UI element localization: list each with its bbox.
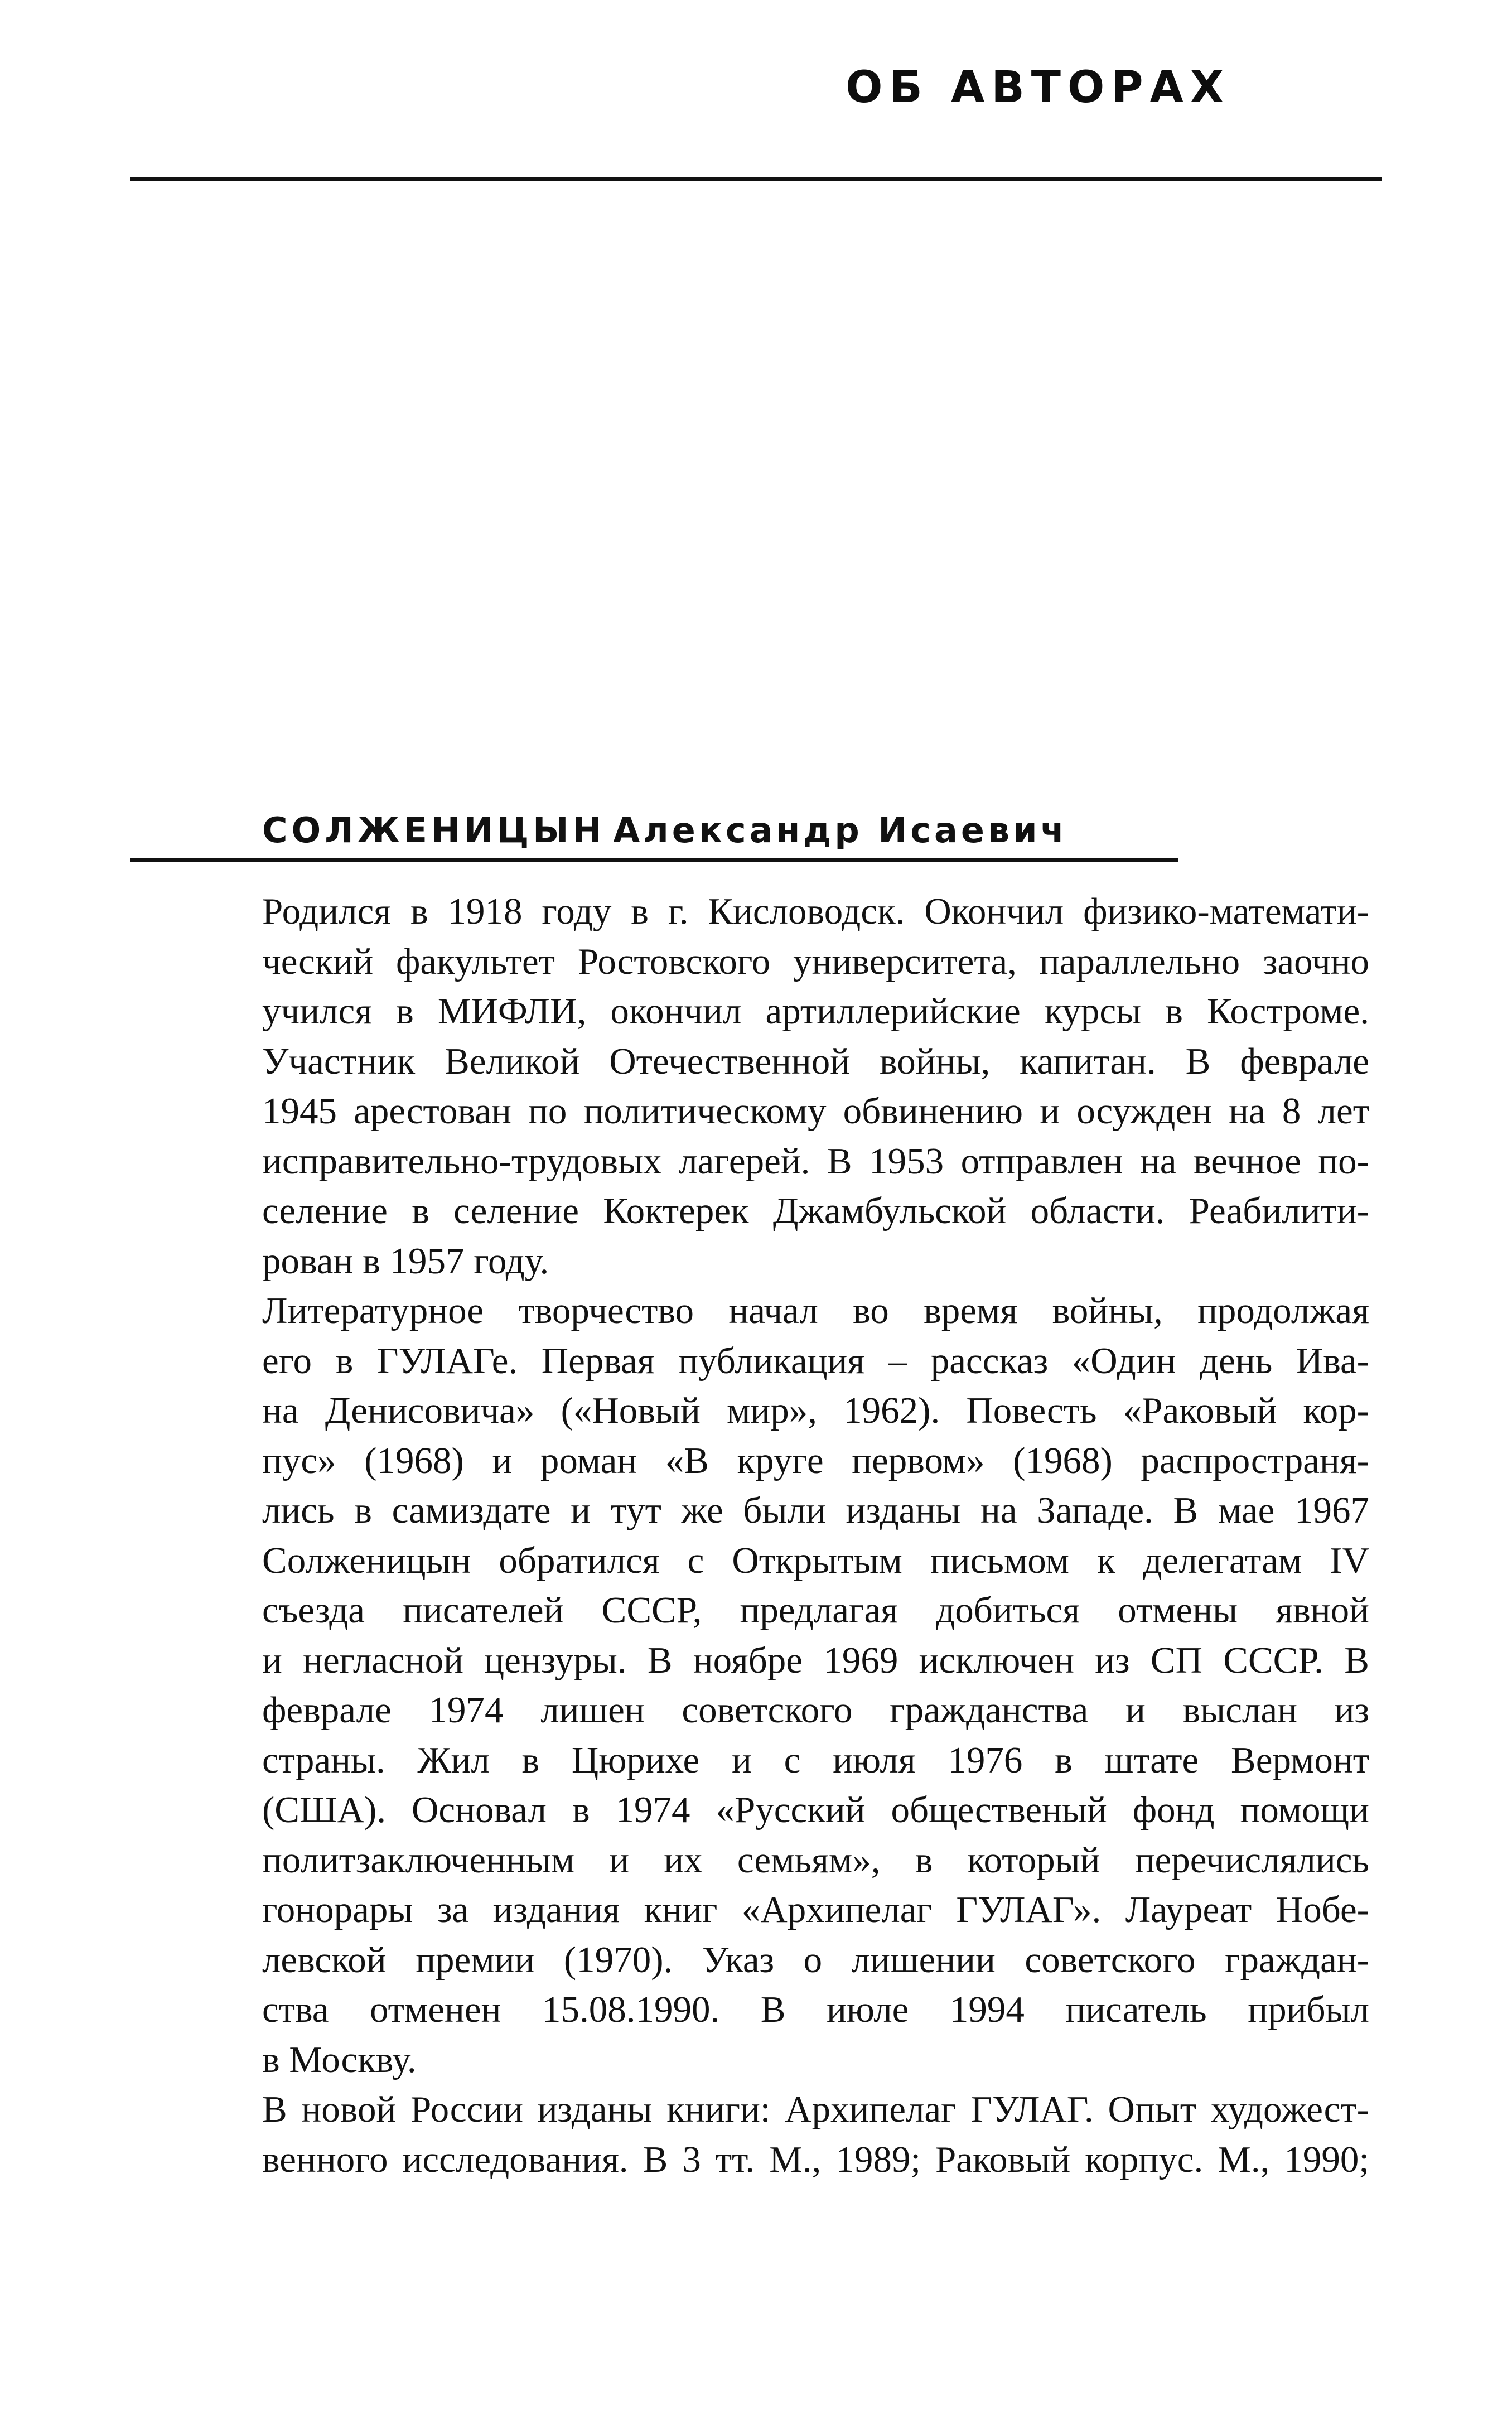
biography-line: Участник Великой Отечественной войны, капитан. В феврале <box>262 1040 1369 1082</box>
biography-line: ства отменен 15.08.1990. В июле 1994 писатель прибыл <box>262 1989 1369 2030</box>
biography-text <box>262 887 1369 2185</box>
biography-line: феврале 1974 лишен советского гражданства и выслан из <box>262 1689 1369 1731</box>
biography-line: съезда писателей СССР, предлагая добиться отмены явной <box>262 1590 1369 1631</box>
biography-line: ческий факультет Ростовского университета, параллельно заочно <box>262 940 1369 982</box>
biography-line: (США). Основал в 1974 «Русский общественый фонд помощи <box>262 1789 1369 1831</box>
biography-line: исправительно-трудовых лагерей. В 1953 отправлен на вечное по- <box>262 1140 1369 1182</box>
biography-line: венного исследования. В 3 тт. М., 1989; Раковый корпус. М., 1990; <box>262 2138 1369 2180</box>
biography-line: в Москву. <box>262 2039 417 2080</box>
biography-line: Солженицын обратился с Открытым письмом к делегатам IV <box>262 1539 1369 1581</box>
running-head: ОБ АВТОРАХ <box>846 62 1230 113</box>
biography-line: на Денисовича» («Новый мир», 1962). Повесть «Раковый кор- <box>262 1390 1369 1431</box>
biography-line: В новой России изданы книги: Архипелаг ГУЛАГ. Опыт художест- <box>262 2089 1369 2130</box>
biography-line: лись в самиздате и тут же были изданы на Западе. В мае 1967 <box>262 1490 1369 1531</box>
author-surname: СОЛЖЕНИЦЫН <box>262 810 606 851</box>
biography-line: пус» (1968) и роман «В круге первом» (1968) распространя- <box>262 1440 1369 1481</box>
biography-line: страны. Жил в Цюрихе и с июля 1976 в штате Вермонт <box>262 1739 1369 1781</box>
biography-line: левской премии (1970). Указ о лишении советского граждан- <box>262 1939 1369 1981</box>
header-rule <box>130 177 1382 181</box>
author-given-name: Александр Исаевич <box>613 810 1068 851</box>
biography-line: и негласной цензуры. В ноябре 1969 исключен из СП СССР. В <box>262 1639 1369 1681</box>
biography-line: политзаключенным и их семьям», в который перечислялись <box>262 1839 1369 1881</box>
biography-line: селение в селение Коктерек Джамбульской области. Реабилити- <box>262 1190 1369 1231</box>
biography-line: гонорары за издания книг «Архипелаг ГУЛАГ». Лауреат Нобе- <box>262 1889 1369 1930</box>
biography-line: 1945 арестован по политическому обвинению и осужден на 8 лет <box>262 1090 1369 1132</box>
author-heading-rule <box>130 858 1178 862</box>
biography-line: Литературное творчество начал во время войны, продолжая <box>262 1290 1369 1331</box>
biography-line: рован в 1957 году. <box>262 1240 549 1282</box>
biography-line: его в ГУЛАГе. Первая публикация – рассказ «Один день Ива- <box>262 1340 1369 1382</box>
author-heading <box>262 810 1068 851</box>
biography-line: учился в МИФЛИ, окончил артиллерийские курсы в Костроме. <box>262 991 1369 1032</box>
biography-line: Родился в 1918 году в г. Кисловодск. Окончил физико-математи- <box>262 891 1369 932</box>
